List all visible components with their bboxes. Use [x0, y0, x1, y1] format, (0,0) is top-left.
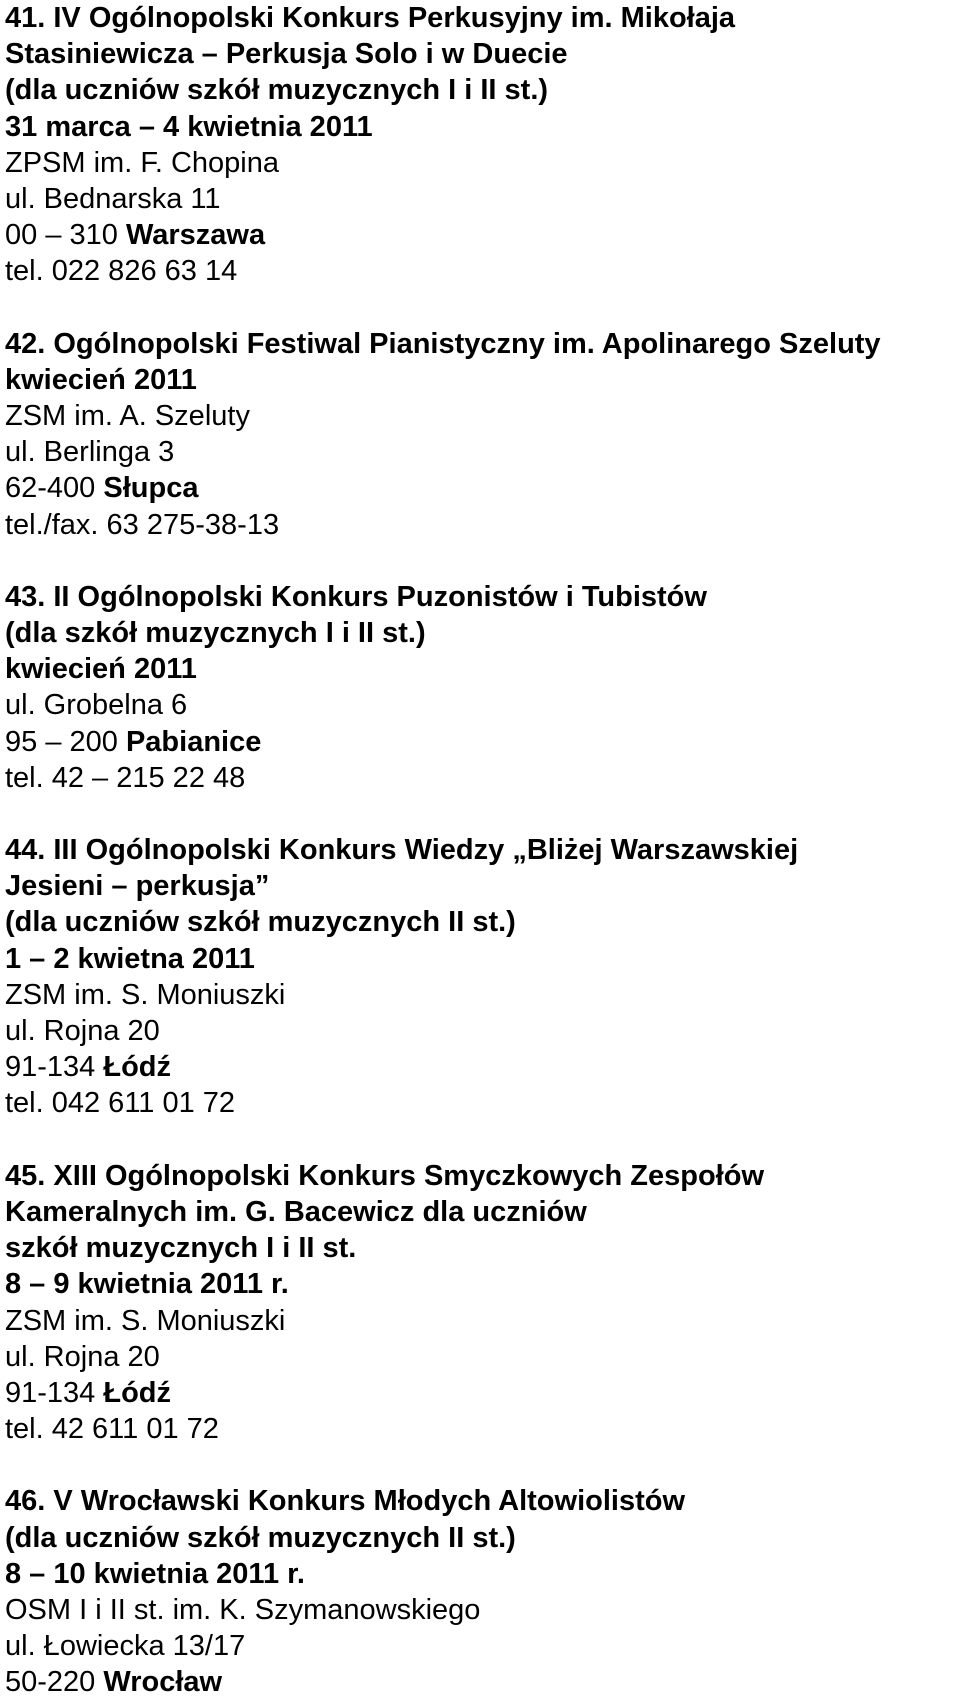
bold-text: 45. XIII Ogólnopolski Konkurs Smyczkowych Zespołów: [5, 1159, 764, 1192]
entry-detail-line: [5, 253, 955, 289]
entry-detail-line: [5, 1013, 955, 1049]
entry-detail-line: [5, 1628, 955, 1664]
plain-text: 50-220: [5, 1666, 104, 1699]
bold-text: 46. V Wrocławski Konkurs Młodych Altowiolistów: [5, 1485, 686, 1518]
document-page: [5, 0, 955, 1701]
entry-title-line: [5, 0, 955, 36]
entry-detail-line: [5, 1303, 955, 1339]
competition-entry: [5, 1483, 955, 1700]
bold-text: kwiecień 2011: [5, 653, 197, 686]
entry-title-line: [5, 326, 955, 362]
entry-detail-line: [5, 1664, 955, 1700]
plain-text: ul. Rojna 20: [5, 1015, 160, 1048]
entry-title-line: [5, 1483, 955, 1519]
bold-text: Łódź: [103, 1376, 172, 1409]
entry-detail-line: [5, 434, 955, 470]
bold-text: (dla uczniów szkół muzycznych II st.): [5, 906, 516, 939]
plain-text: ul. Grobelna 6: [5, 689, 188, 722]
entry-detail-line: [5, 1375, 955, 1411]
entry-detail-line: [5, 1266, 955, 1302]
plain-text: tel. 42 – 215 22 48: [5, 761, 246, 794]
plain-text: ul. Łowiecka 13/17: [5, 1630, 246, 1663]
bold-text: Kameralnych im. G. Bacewicz dla uczniów: [5, 1195, 587, 1228]
bold-text: 41. IV Ogólnopolski Konkurs Perkusyjny im. Mikołaja: [5, 2, 736, 34]
entry-detail-line: [5, 1520, 955, 1556]
entry-detail-line: [5, 1194, 955, 1230]
bold-text: 43. II Ogólnopolski Konkurs Puzonistów i Tubistów: [5, 580, 707, 613]
plain-text: tel./fax. 63 275-38-13: [5, 508, 280, 541]
entry-detail-line: [5, 1049, 955, 1085]
entry-detail-line: [5, 217, 955, 253]
plain-text: ZSM im. S. Moniuszki: [5, 1304, 286, 1337]
entry-detail-line: [5, 615, 955, 651]
plain-text: ZSM im. S. Moniuszki: [5, 978, 286, 1011]
bold-text: Łódź: [103, 1051, 172, 1084]
entry-detail-line: [5, 181, 955, 217]
plain-text: ul. Bednarska 11: [5, 183, 221, 216]
bold-text: Jesieni – perkusja”: [5, 870, 270, 903]
bold-text: Stasiniewicza – Perkusja Solo i w Duecie: [5, 38, 568, 71]
plain-text: OSM I i II st. im. K. Szymanowskiego: [5, 1593, 481, 1626]
competition-entry: [5, 0, 955, 290]
competition-entry: [5, 579, 955, 796]
bold-text: 8 – 9 kwietnia 2011 r.: [5, 1268, 289, 1301]
entry-title-line: [5, 1158, 955, 1194]
plain-text: 62-400: [5, 472, 104, 505]
plain-text: tel. 42 611 01 72: [5, 1413, 219, 1446]
bold-text: 1 – 2 kwietna 2011: [5, 942, 255, 975]
entry-detail-line: [5, 868, 955, 904]
competition-entry: [5, 832, 955, 1122]
entry-detail-line: [5, 651, 955, 687]
entry-title-line: [5, 579, 955, 615]
bold-text: Słupca: [103, 472, 199, 505]
entry-detail-line: [5, 470, 955, 506]
bold-text: 8 – 10 kwietnia 2011 r.: [5, 1557, 305, 1590]
plain-text: ZSM im. A. Szeluty: [5, 400, 250, 433]
entry-title-line: [5, 832, 955, 868]
entry-detail-line: [5, 724, 955, 760]
entry-detail-line: [5, 977, 955, 1013]
plain-text: 91-134: [5, 1376, 104, 1409]
plain-text: 95 – 200: [5, 725, 126, 758]
bold-text: kwiecień 2011: [5, 363, 197, 396]
bold-text: szkół muzycznych I i II st.: [5, 1232, 357, 1265]
entry-detail-line: [5, 1230, 955, 1266]
entry-detail-line: [5, 398, 955, 434]
bold-text: Wrocław: [103, 1666, 223, 1699]
bold-text: (dla szkół muzycznych I i II st.): [5, 617, 426, 650]
bold-text: 31 marca – 4 kwietnia 2011: [5, 110, 373, 143]
entry-detail-line: [5, 109, 955, 145]
plain-text: ZPSM im. F. Chopina: [5, 146, 279, 179]
bold-text: 42. Ogólnopolski Festiwal Pianistyczny im. Apolinarego Szeluty: [5, 327, 881, 360]
entry-detail-line: [5, 760, 955, 796]
entry-detail-line: [5, 1556, 955, 1592]
entry-detail-line: [5, 1592, 955, 1628]
bold-text: 44. III Ogólnopolski Konkurs Wiedzy „Bliżej Warszawskiej: [5, 834, 799, 867]
entry-detail-line: [5, 687, 955, 723]
entry-detail-line: [5, 904, 955, 940]
entry-detail-line: [5, 1339, 955, 1375]
entry-detail-line: [5, 941, 955, 977]
bold-text: Pabianice: [125, 725, 262, 758]
bold-text: Warszawa: [125, 219, 266, 252]
competition-entry: [5, 326, 955, 543]
entry-detail-line: [5, 1411, 955, 1447]
plain-text: tel. 042 611 01 72: [5, 1087, 236, 1120]
plain-text: tel. 022 826 63 14: [5, 255, 238, 288]
entry-detail-line: [5, 145, 955, 181]
plain-text: ul. Rojna 20: [5, 1340, 160, 1373]
entry-detail-line: [5, 72, 955, 108]
bold-text: (dla uczniów szkół muzycznych II st.): [5, 1521, 516, 1554]
competition-entry: [5, 1158, 955, 1448]
plain-text: 91-134: [5, 1051, 104, 1084]
entry-detail-line: [5, 362, 955, 398]
entry-detail-line: [5, 1085, 955, 1121]
plain-text: ul. Berlinga 3: [5, 436, 175, 469]
entry-detail-line: [5, 36, 955, 72]
entry-detail-line: [5, 507, 955, 543]
bold-text: (dla uczniów szkół muzycznych I i II st.): [5, 74, 549, 107]
plain-text: 00 – 310: [5, 219, 126, 252]
